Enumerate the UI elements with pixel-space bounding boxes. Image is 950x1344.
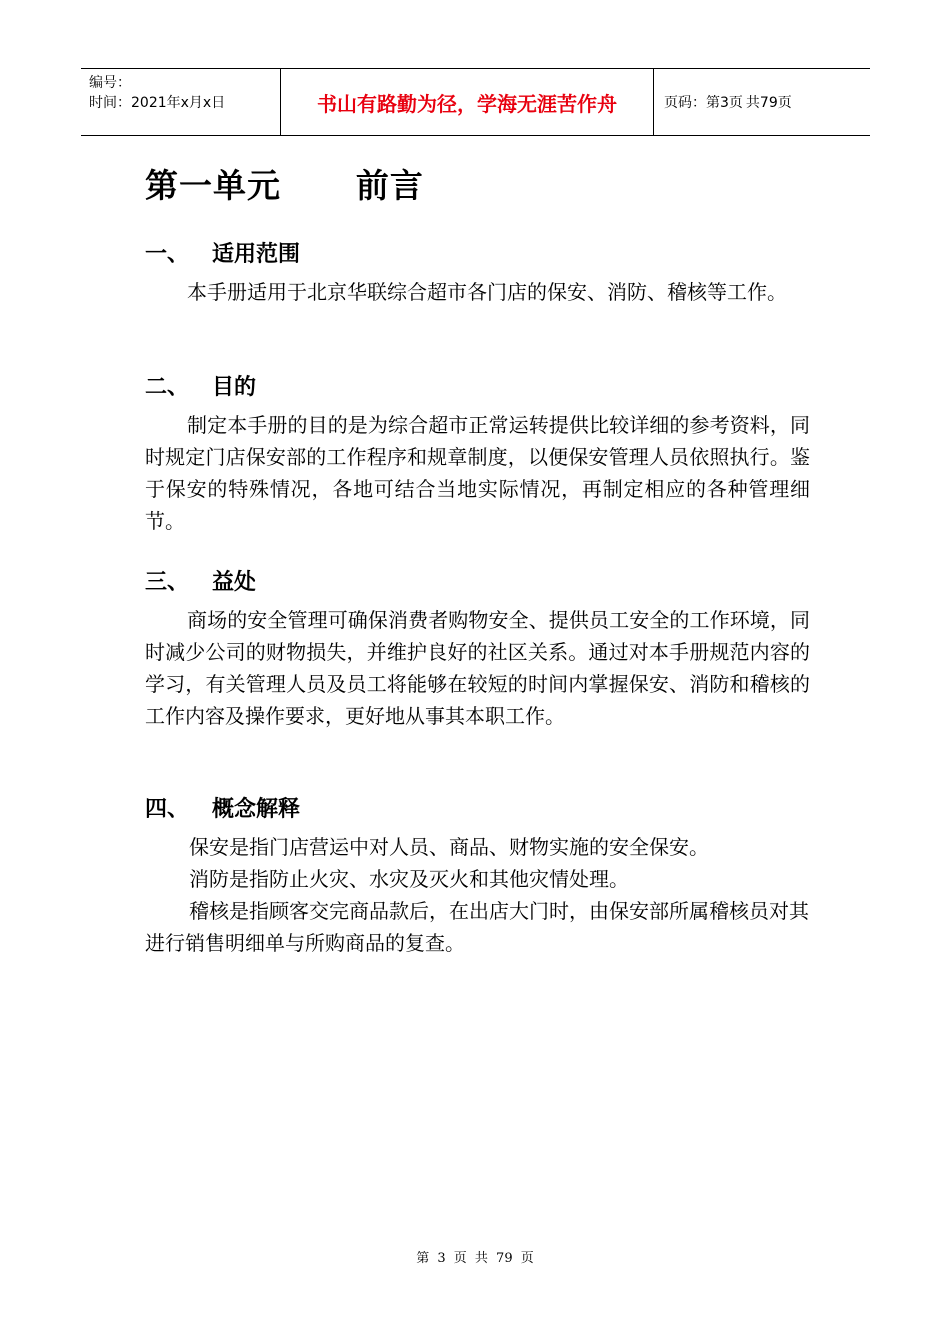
section-number: 二、	[145, 375, 190, 400]
section-heading	[145, 240, 810, 270]
definition-audit	[145, 895, 810, 959]
section-concepts	[145, 795, 810, 959]
definition-term: 保安	[189, 835, 229, 859]
definition-text: 是指门店营运中对人员、商品、财物实施的安全保安。	[229, 835, 709, 859]
section-title: 概念解释	[212, 797, 301, 822]
section-title: 适用范围	[212, 242, 301, 267]
page-header	[81, 68, 870, 136]
page-footer: 第 3 页 共 79 页	[416, 1251, 534, 1266]
section-heading	[145, 795, 810, 825]
section-paragraph: 商场的安全管理可确保消费者购物安全、提供员工安全的工作环境，同时减少公司的财物损失，并维护良好的社区关系。通过对本手册规范内容的学习，有关管理人员及员工将能够在较短的时间内掌握保安、消防和稽核的工作内容及操作要求，更好地从事其本职工作。	[145, 608, 810, 728]
definition-fire	[145, 863, 810, 895]
definition-term: 稽核	[189, 899, 229, 923]
header-page-info	[654, 69, 870, 135]
definition-text: 是指顾客交完商品款后，在出店大门时，由保安部所属稽核员对其进行销售明细单与所购商品的复查。	[145, 899, 809, 955]
header-page-label: 页码：第3页	[664, 95, 743, 111]
header-meta	[81, 69, 281, 135]
section-number: 三、	[145, 570, 190, 595]
header-number-label: 编号：	[89, 75, 131, 91]
section-heading	[145, 373, 810, 403]
definition-security	[145, 831, 810, 863]
section-heading	[145, 568, 810, 598]
section-purpose	[145, 373, 810, 537]
header-motto-cell	[281, 69, 654, 135]
section-benefits	[145, 568, 810, 732]
section-title: 目的	[212, 375, 257, 400]
section-paragraph: 本手册适用于北京华联综合超市各门店的保安、消防、稽核等工作。	[187, 280, 787, 304]
section-paragraph: 制定本手册的目的是为综合超市正常运转提供比较详细的参考资料，同时规定门店保安部的工作程序和规章制度，以便保安管理人员依照执行。鉴于保安的特殊情况，各地可结合当地实际情况，再制定相应的各种管理细节。	[145, 413, 810, 533]
header-motto: 书山有路勤为径，学海无涯苦作舟	[317, 91, 617, 116]
header-time-label: 时间：2021年x月x日	[89, 95, 226, 111]
section-number: 四、	[145, 797, 190, 822]
section-scope	[145, 240, 810, 308]
header-total-label: 共79页	[745, 95, 792, 111]
unit-title: 第一单元 前言	[145, 166, 424, 205]
section-title: 益处	[212, 570, 257, 595]
definition-text: 是指防止火灾、水灾及灭火和其他灾情处理。	[229, 867, 629, 891]
definition-term: 消防	[189, 867, 229, 891]
section-number: 一、	[145, 242, 190, 267]
